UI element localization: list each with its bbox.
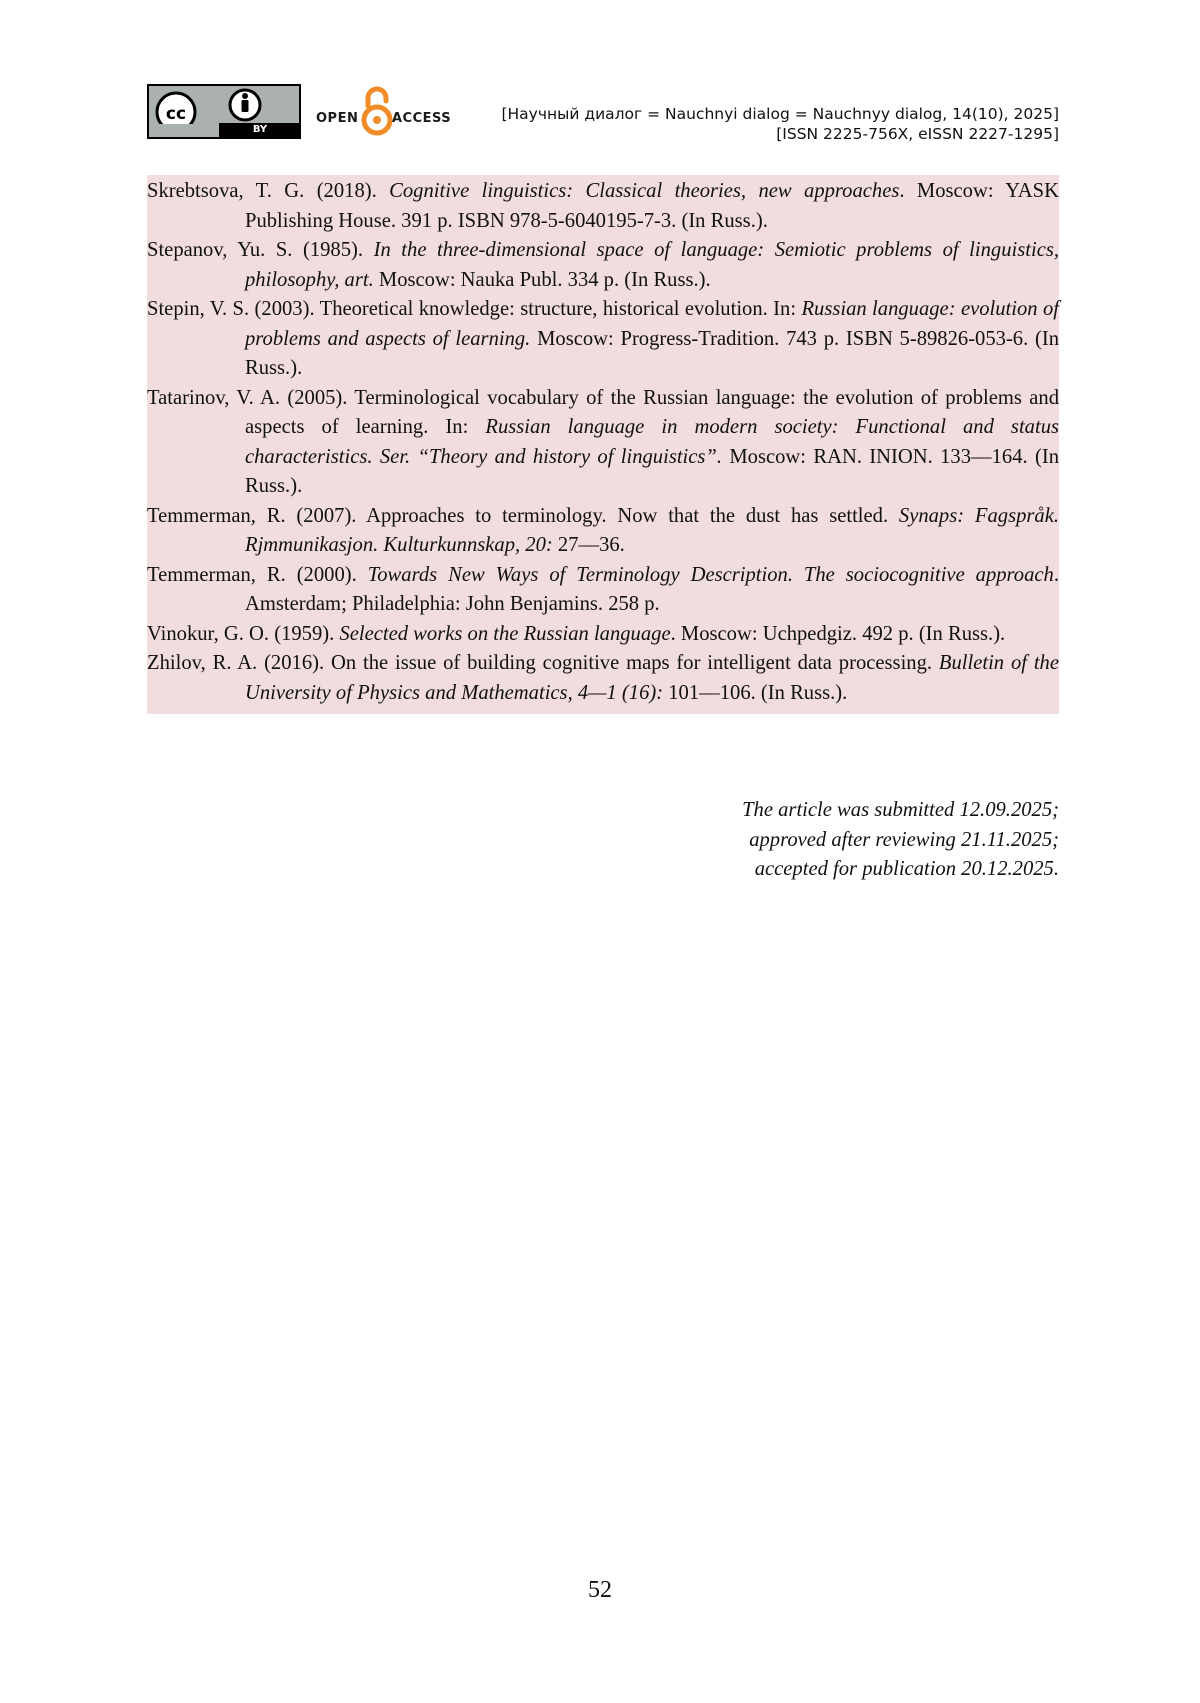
reference-list xyxy=(147,175,1059,714)
oa-open-label: OPEN xyxy=(316,111,359,126)
journal-info xyxy=(499,104,1059,144)
reference-item: Temmerman, R. (2000). Towards New Ways of Terminology Description. The sociocognitive approach. Amsterdam; Philadelphia: John Benjamins. 258 p. xyxy=(147,563,1059,615)
reference-item: Zhilov, R. A. (2016). On the issue of building cognitive maps for intelligent data processing. Bulletin of the University of Physics and Mathematics, 4—1 (16): 101—106. (In Russ.). xyxy=(147,652,1059,704)
reference-item: Temmerman, R. (2007). Approaches to terminology. Now that the dust has settled. Synaps: Fagspråk. Rjmmunikasjon. Kulturkunnskap, 20: 27—36. xyxy=(147,504,1059,556)
journal-issn-line: [ISSN 2225-756X, eISSN 2227-1295] xyxy=(776,125,1059,143)
reference-item: Stepin, V. S. (2003). Theoretical knowledge: structure, historical evolution. In: Russian language: evolution of problems and aspects of learning. Moscow: Progress-Tradition. 743 p. ISBN 5-89826-053-6. (In Russ.). xyxy=(147,298,1060,379)
reference-item: Skrebtsova, T. G. (2018). Cognitive linguistics: Classical theories, new approaches. Moscow: YASK Publishing House. 391 p. ISBN 978-5-6040195-7-3. (In Russ.). xyxy=(147,180,1059,232)
reference-item: Stepanov, Yu. S. (1985). In the three-dimensional space of language: Semiotic problems of linguistics, philosophy, art. Moscow: Nauka Publ. 334 p. (In Russ.). xyxy=(147,239,1059,291)
approved-date: approved after reviewing 21.11.2025; xyxy=(749,828,1059,851)
accepted-date: accepted for publication 20.12.2025. xyxy=(754,858,1059,880)
page-number: 52 xyxy=(588,1577,612,1603)
submitted-date: The article was submitted 12.09.2025; xyxy=(742,799,1059,821)
cc-icon xyxy=(149,86,299,124)
page-header xyxy=(147,84,1059,146)
open-access-logo[interactable] xyxy=(316,88,466,138)
svg-text:cc: cc xyxy=(165,104,187,124)
journal-title-line: [Научный диалог = Nauchnyi dialog = Nauchnyy dialog, 14(10), 2025] xyxy=(501,105,1059,123)
cc-by-license-badge[interactable] xyxy=(147,84,301,139)
cc-by-label: BY xyxy=(219,123,301,137)
article-dates xyxy=(459,796,1059,885)
reference-item: Vinokur, G. O. (1959). Selected works on the Russian language. Moscow: Uchpedgiz. 492 p. (In Russ.). xyxy=(147,622,1006,645)
reference-item: Tatarinov, V. A. (2005). Terminological vocabulary of the Russian language: the evolution of problems and aspects of learning. In: Russian language in modern society: Functional and status characteristics. Ser. “Theory and history of linguistics”. Moscow: RAN. INION. 133—164. (In Russ.). xyxy=(147,386,1060,497)
oa-access-label: ACCESS xyxy=(392,111,452,126)
